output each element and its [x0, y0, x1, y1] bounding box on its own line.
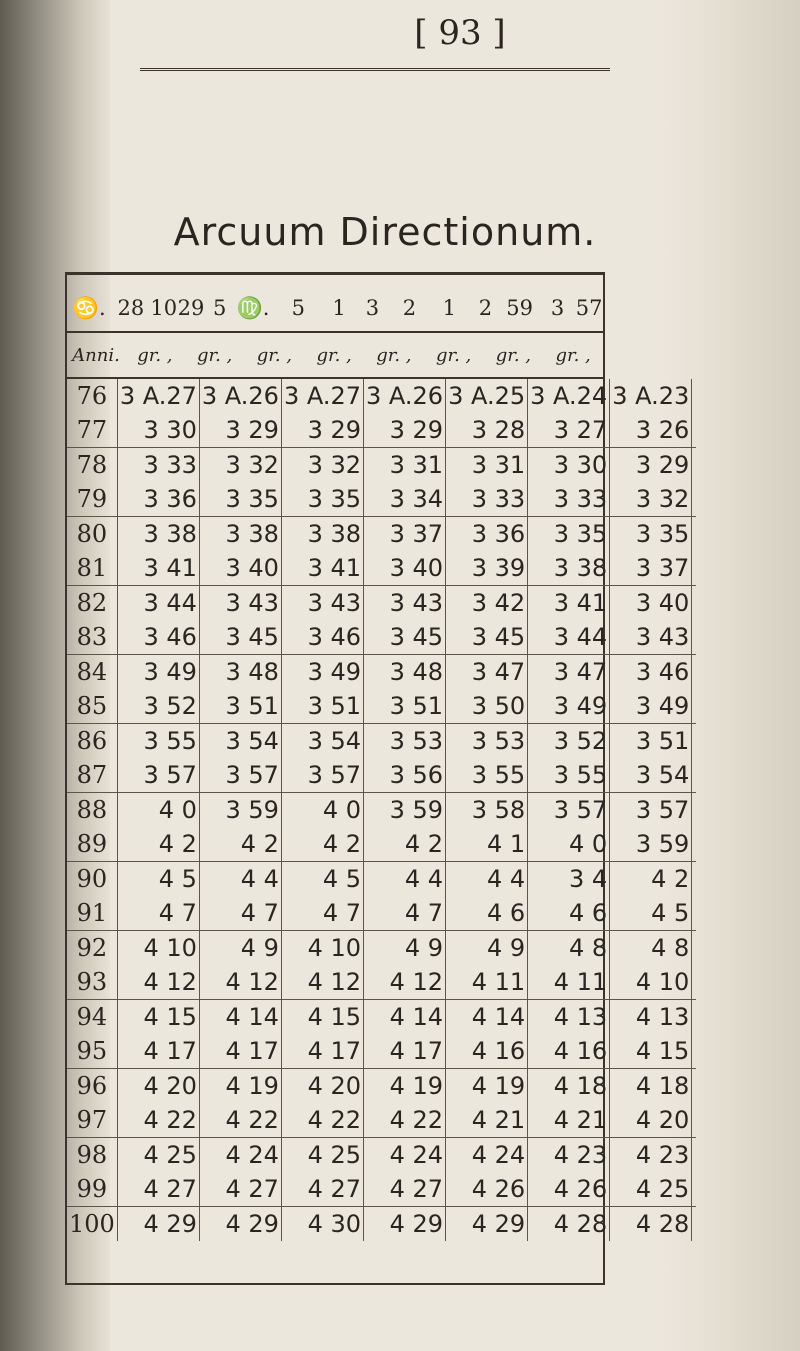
arc-value-cell — [692, 655, 697, 690]
arc-value-cell: 3 A.27 — [281, 379, 363, 413]
arc-value-cell: 3 28 — [446, 413, 528, 448]
arc-value-cell: 4 14 — [446, 1000, 528, 1035]
arc-value-cell — [692, 689, 697, 724]
arc-value-cell: 3 57 — [199, 758, 281, 793]
arc-value-cell: 3 34 — [364, 482, 446, 517]
arc-value-cell: 4 19 — [364, 1069, 446, 1104]
arc-value-cell: 4 13 — [610, 1000, 692, 1035]
arc-value-cell: 3 35 — [610, 517, 692, 552]
arc-value-cell: 4 22 — [199, 1103, 281, 1138]
arc-value-cell: 3 57 — [528, 793, 610, 828]
arc-value-cell — [692, 1034, 697, 1069]
arc-value-cell: 3 46 — [610, 655, 692, 690]
year-cell: 98 — [67, 1138, 117, 1173]
arc-value-cell: 3 38 — [117, 517, 199, 552]
arc-value-cell: 3 47 — [446, 655, 528, 690]
arc-value-cell: 4 21 — [446, 1103, 528, 1138]
table-row — [67, 931, 696, 966]
table-row — [67, 379, 696, 413]
arc-value-cell: 4 6 — [528, 896, 610, 931]
arc-value-cell: 4 28 — [610, 1207, 692, 1242]
anni-header: Anni. — [72, 344, 120, 366]
sign-header-cell: 2 — [478, 296, 493, 320]
table-row — [67, 965, 696, 1000]
sign-header-cell: 1 — [442, 296, 456, 320]
arc-value-cell: 4 29 — [117, 1207, 199, 1242]
arc-value-cell: 4 25 — [117, 1138, 199, 1173]
arc-value-cell — [692, 413, 697, 448]
arc-value-cell: 3 4 — [528, 862, 610, 897]
arc-value-cell: 3 51 — [610, 724, 692, 759]
table-row — [67, 413, 696, 448]
arc-value-cell — [692, 586, 697, 621]
arc-value-cell: 4 15 — [610, 1034, 692, 1069]
arc-value-cell: 4 20 — [281, 1069, 363, 1104]
year-cell: 89 — [67, 827, 117, 862]
arc-value-cell: 4 21 — [528, 1103, 610, 1138]
arc-value-cell: 3 33 — [446, 482, 528, 517]
arc-value-cell: 3 44 — [528, 620, 610, 655]
arc-value-cell: 3 37 — [610, 551, 692, 586]
arc-value-cell: 4 9 — [446, 931, 528, 966]
year-cell: 78 — [67, 448, 117, 483]
arc-value-cell: 4 11 — [528, 965, 610, 1000]
arc-value-cell: 3 54 — [610, 758, 692, 793]
arc-value-cell: 4 4 — [199, 862, 281, 897]
arc-value-cell: 3 54 — [199, 724, 281, 759]
arc-value-cell: 4 0 — [281, 793, 363, 828]
degree-minute-header: gr. , — [435, 344, 472, 366]
arc-value-cell: 3 27 — [528, 413, 610, 448]
arc-value-cell: 3 48 — [364, 655, 446, 690]
arc-value-cell: 4 28 — [528, 1207, 610, 1242]
arc-value-cell: 3 51 — [281, 689, 363, 724]
page-title: Arcuum Directionum. — [173, 210, 597, 254]
year-cell: 90 — [67, 862, 117, 897]
arc-value-cell: 3 32 — [610, 482, 692, 517]
arc-value-cell: 3 36 — [446, 517, 528, 552]
sign-header-cell: 59 — [506, 296, 534, 320]
table-row — [67, 758, 696, 793]
table-row — [67, 620, 696, 655]
sign-header-cell: 3 — [365, 296, 380, 320]
year-cell: 95 — [67, 1034, 117, 1069]
arc-value-cell — [692, 896, 697, 931]
column-header-row — [67, 333, 603, 379]
arc-value-cell: 4 23 — [610, 1138, 692, 1173]
arc-value-cell: 3 55 — [117, 724, 199, 759]
arc-value-cell: 3 45 — [199, 620, 281, 655]
arc-value-cell — [692, 827, 697, 862]
header-rule — [140, 68, 610, 71]
arc-value-cell: 4 4 — [364, 862, 446, 897]
arc-value-cell — [692, 1207, 697, 1242]
arc-value-cell: 4 23 — [528, 1138, 610, 1173]
arc-value-cell: 3 57 — [610, 793, 692, 828]
arc-value-cell: 3 31 — [364, 448, 446, 483]
arc-value-cell: 4 7 — [281, 896, 363, 931]
arc-value-cell: 4 8 — [610, 931, 692, 966]
arc-value-cell: 4 2 — [281, 827, 363, 862]
arc-value-cell: 4 4 — [446, 862, 528, 897]
year-cell: 79 — [67, 482, 117, 517]
table-row — [67, 862, 696, 897]
arc-value-cell: 4 2 — [199, 827, 281, 862]
arc-value-cell — [692, 1103, 697, 1138]
table-row — [67, 896, 696, 931]
arc-value-cell: 4 5 — [610, 896, 692, 931]
table-row — [67, 1034, 696, 1069]
sign-header-cell: ♍. — [236, 295, 270, 320]
arc-value-cell: 3 38 — [199, 517, 281, 552]
sign-header-cell: 10 — [150, 296, 178, 320]
arc-value-cell: 3 53 — [364, 724, 446, 759]
arc-value-cell — [692, 1138, 697, 1173]
arc-value-cell: 3 35 — [199, 482, 281, 517]
arc-value-cell: 4 29 — [446, 1207, 528, 1242]
arc-value-cell: 4 18 — [610, 1069, 692, 1104]
year-cell: 97 — [67, 1103, 117, 1138]
year-cell: 77 — [67, 413, 117, 448]
arc-value-cell: 3 43 — [199, 586, 281, 621]
arc-value-cell: 4 25 — [610, 1172, 692, 1207]
arc-value-cell: 4 2 — [117, 827, 199, 862]
sign-header-cell: 29 — [177, 296, 205, 320]
arc-value-cell — [692, 931, 697, 966]
arc-value-cell: 3 A.25 — [446, 379, 528, 413]
arc-value-cell: 3 47 — [528, 655, 610, 690]
year-cell: 92 — [67, 931, 117, 966]
arc-value-cell: 3 A.26 — [364, 379, 446, 413]
table-row — [67, 655, 696, 690]
arc-value-cell: 3 35 — [281, 482, 363, 517]
table-row — [67, 1069, 696, 1104]
year-cell: 76 — [67, 379, 117, 413]
arc-value-cell: 3 A.24 — [528, 379, 610, 413]
arc-value-cell: 4 2 — [610, 862, 692, 897]
arc-value-cell — [692, 1069, 697, 1104]
arc-value-cell: 3 35 — [528, 517, 610, 552]
arc-value-cell: 3 26 — [610, 413, 692, 448]
arc-value-cell: 4 27 — [281, 1172, 363, 1207]
arc-value-cell: 3 40 — [610, 586, 692, 621]
arc-value-cell: 3 49 — [117, 655, 199, 690]
arc-value-cell: 4 26 — [446, 1172, 528, 1207]
arc-value-cell: 4 17 — [199, 1034, 281, 1069]
table-row — [67, 1207, 696, 1242]
arc-value-cell: 4 12 — [364, 965, 446, 1000]
arc-value-cell: 3 51 — [364, 689, 446, 724]
degree-minute-header: gr. , — [316, 344, 352, 366]
arc-value-cell: 3 33 — [528, 482, 610, 517]
arc-value-cell: 4 18 — [528, 1069, 610, 1104]
arc-value-cell: 3 32 — [281, 448, 363, 483]
table-row — [67, 793, 696, 828]
sign-header-row — [67, 275, 603, 333]
arc-value-cell: 3 45 — [364, 620, 446, 655]
table-row — [67, 827, 696, 862]
arc-value-cell: 3 38 — [528, 551, 610, 586]
arc-value-cell: 4 27 — [364, 1172, 446, 1207]
table-row — [67, 586, 696, 621]
arc-value-cell: 3 53 — [446, 724, 528, 759]
arc-value-cell: 4 7 — [117, 896, 199, 931]
arc-value-cell: 4 22 — [281, 1103, 363, 1138]
arc-value-cell: 3 55 — [528, 758, 610, 793]
arc-value-cell: 4 7 — [364, 896, 446, 931]
year-cell: 91 — [67, 896, 117, 931]
arc-value-cell: 4 19 — [446, 1069, 528, 1104]
arc-value-cell: 4 7 — [199, 896, 281, 931]
arc-value-cell — [692, 793, 697, 828]
arc-value-cell: 4 6 — [446, 896, 528, 931]
table-row — [67, 1138, 696, 1173]
arc-value-cell — [692, 1000, 697, 1035]
arc-value-cell: 3 51 — [199, 689, 281, 724]
arc-value-cell: 4 17 — [281, 1034, 363, 1069]
arc-value-cell: 3 41 — [281, 551, 363, 586]
arc-value-cell — [692, 862, 697, 897]
arc-value-cell: 4 26 — [528, 1172, 610, 1207]
sign-header-cell: 3 — [550, 296, 565, 320]
arc-value-cell: 4 14 — [364, 1000, 446, 1035]
arc-value-cell: 3 30 — [528, 448, 610, 483]
year-cell: 96 — [67, 1069, 117, 1104]
arc-value-cell — [692, 551, 697, 586]
year-cell: 84 — [67, 655, 117, 690]
arc-value-cell: 3 A.26 — [199, 379, 281, 413]
year-cell: 83 — [67, 620, 117, 655]
arc-value-cell: 4 8 — [528, 931, 610, 966]
degree-minute-header: gr. , — [495, 344, 532, 366]
year-cell: 88 — [67, 793, 117, 828]
arc-value-cell: 3 49 — [610, 689, 692, 724]
arc-value-cell: 4 1 — [446, 827, 528, 862]
arc-value-cell: 3 39 — [446, 551, 528, 586]
arc-value-cell: 3 33 — [117, 448, 199, 483]
sign-header-cell: 5 — [291, 296, 306, 320]
arc-value-cell: 3 54 — [281, 724, 363, 759]
arc-value-cell: 3 59 — [199, 793, 281, 828]
arc-value-cell: 3 41 — [528, 586, 610, 621]
arc-value-cell: 4 10 — [610, 965, 692, 1000]
year-cell: 85 — [67, 689, 117, 724]
arc-value-cell: 4 22 — [364, 1103, 446, 1138]
arc-value-cell: 4 9 — [364, 931, 446, 966]
arc-value-cell: 4 19 — [199, 1069, 281, 1104]
sign-header-cell: 1 — [332, 296, 346, 320]
sign-header-cell: ♋. — [72, 295, 106, 320]
arc-value-cell: 4 16 — [446, 1034, 528, 1069]
arc-value-cell: 4 10 — [281, 931, 363, 966]
arc-value-cell — [692, 724, 697, 759]
arc-value-cell — [692, 517, 697, 552]
arc-value-cell: 4 14 — [199, 1000, 281, 1035]
arc-value-cell: 3 46 — [117, 620, 199, 655]
arc-value-cell — [692, 620, 697, 655]
year-cell: 82 — [67, 586, 117, 621]
sign-header-cell: 57 — [575, 296, 603, 320]
arc-value-cell: 4 24 — [364, 1138, 446, 1173]
arc-value-cell: 3 31 — [446, 448, 528, 483]
degree-minute-header: gr. , — [555, 344, 591, 366]
arc-value-cell: 3 32 — [199, 448, 281, 483]
arc-value-cell: 3 41 — [117, 551, 199, 586]
arc-value-cell: 3 45 — [446, 620, 528, 655]
directions-table-frame — [65, 272, 690, 1285]
arc-value-cell: 4 27 — [199, 1172, 281, 1207]
arc-value-cell: 4 12 — [199, 965, 281, 1000]
arc-value-cell — [692, 965, 697, 1000]
arc-value-cell: 4 5 — [281, 862, 363, 897]
arc-value-cell: 3 49 — [528, 689, 610, 724]
arc-value-cell: 3 29 — [610, 448, 692, 483]
arc-value-cell: 4 20 — [117, 1069, 199, 1104]
arc-value-cell: 3 36 — [117, 482, 199, 517]
year-cell: 80 — [67, 517, 117, 552]
year-cell: 86 — [67, 724, 117, 759]
arc-value-cell: 4 20 — [610, 1103, 692, 1138]
arc-value-cell: 3 52 — [528, 724, 610, 759]
arc-value-cell: 4 16 — [528, 1034, 610, 1069]
sign-header-cell: 5 — [212, 296, 227, 320]
table-row — [67, 517, 696, 552]
page-number: [ 93 ] — [414, 13, 506, 53]
arc-value-cell: 3 A.27 — [117, 379, 199, 413]
arc-value-cell: 3 43 — [281, 586, 363, 621]
arc-value-cell: 3 43 — [364, 586, 446, 621]
arc-value-cell: 3 29 — [281, 413, 363, 448]
table-row — [67, 1000, 696, 1035]
arc-value-cell: 4 0 — [117, 793, 199, 828]
arc-value-cell: 4 11 — [446, 965, 528, 1000]
arc-value-cell: 3 43 — [610, 620, 692, 655]
arc-value-cell: 4 15 — [281, 1000, 363, 1035]
table-row — [67, 1103, 696, 1138]
arc-value-cell: 3 57 — [281, 758, 363, 793]
arc-value-cell: 4 13 — [528, 1000, 610, 1035]
arc-value-cell: 3 30 — [117, 413, 199, 448]
arc-value-cell: 4 5 — [117, 862, 199, 897]
arc-value-cell — [692, 379, 697, 413]
arc-value-cell: 4 0 — [528, 827, 610, 862]
degree-minute-header: gr. , — [137, 344, 173, 366]
year-cell: 99 — [67, 1172, 117, 1207]
arc-value-cell: 4 29 — [364, 1207, 446, 1242]
arc-value-cell: 3 37 — [364, 517, 446, 552]
arc-value-cell: 3 29 — [199, 413, 281, 448]
arc-value-cell — [692, 1172, 697, 1207]
arc-value-cell — [692, 482, 697, 517]
arc-value-cell: 4 2 — [364, 827, 446, 862]
table-row — [67, 482, 696, 517]
arc-value-cell: 3 29 — [364, 413, 446, 448]
degree-minute-header: gr. , — [256, 344, 293, 366]
arc-value-cell: 3 A.23 — [610, 379, 692, 413]
degree-minute-header: gr. , — [196, 344, 233, 366]
arc-value-cell: 3 50 — [446, 689, 528, 724]
degree-minute-header: gr. , — [376, 344, 412, 366]
arc-value-cell: 3 56 — [364, 758, 446, 793]
arc-value-cell: 4 24 — [446, 1138, 528, 1173]
table-row — [67, 1172, 696, 1207]
arc-value-cell: 4 24 — [199, 1138, 281, 1173]
year-cell: 87 — [67, 758, 117, 793]
arc-value-cell: 4 30 — [281, 1207, 363, 1242]
arc-value-cell: 4 17 — [364, 1034, 446, 1069]
year-cell: 94 — [67, 1000, 117, 1035]
arc-value-cell: 3 42 — [446, 586, 528, 621]
arc-value-cell: 4 25 — [281, 1138, 363, 1173]
directions-table — [67, 379, 696, 1241]
arc-value-cell: 3 59 — [610, 827, 692, 862]
arc-value-cell: 3 52 — [117, 689, 199, 724]
table-row — [67, 551, 696, 586]
arc-value-cell: 4 10 — [117, 931, 199, 966]
arc-value-cell: 3 55 — [446, 758, 528, 793]
year-cell: 100 — [67, 1207, 117, 1242]
arc-value-cell: 4 15 — [117, 1000, 199, 1035]
sign-header-cell: 2 — [402, 296, 417, 320]
arc-value-cell: 3 58 — [446, 793, 528, 828]
arc-value-cell: 3 46 — [281, 620, 363, 655]
arc-value-cell: 4 9 — [199, 931, 281, 966]
arc-value-cell: 4 29 — [199, 1207, 281, 1242]
arc-value-cell: 4 12 — [281, 965, 363, 1000]
arc-value-cell: 4 22 — [117, 1103, 199, 1138]
sign-header-cell: 28 — [117, 296, 145, 320]
table-row — [67, 724, 696, 759]
arc-value-cell: 3 59 — [364, 793, 446, 828]
arc-value-cell — [692, 758, 697, 793]
arc-value-cell: 3 38 — [281, 517, 363, 552]
arc-value-cell: 4 12 — [117, 965, 199, 1000]
arc-value-cell: 3 40 — [364, 551, 446, 586]
table-row — [67, 689, 696, 724]
year-cell: 93 — [67, 965, 117, 1000]
arc-value-cell: 3 44 — [117, 586, 199, 621]
arc-value-cell: 3 48 — [199, 655, 281, 690]
arc-value-cell: 4 17 — [117, 1034, 199, 1069]
arc-value-cell: 3 40 — [199, 551, 281, 586]
arc-value-cell — [692, 448, 697, 483]
arc-value-cell: 3 49 — [281, 655, 363, 690]
year-cell: 81 — [67, 551, 117, 586]
table-row — [67, 448, 696, 483]
arc-value-cell: 3 57 — [117, 758, 199, 793]
arc-value-cell: 4 27 — [117, 1172, 199, 1207]
